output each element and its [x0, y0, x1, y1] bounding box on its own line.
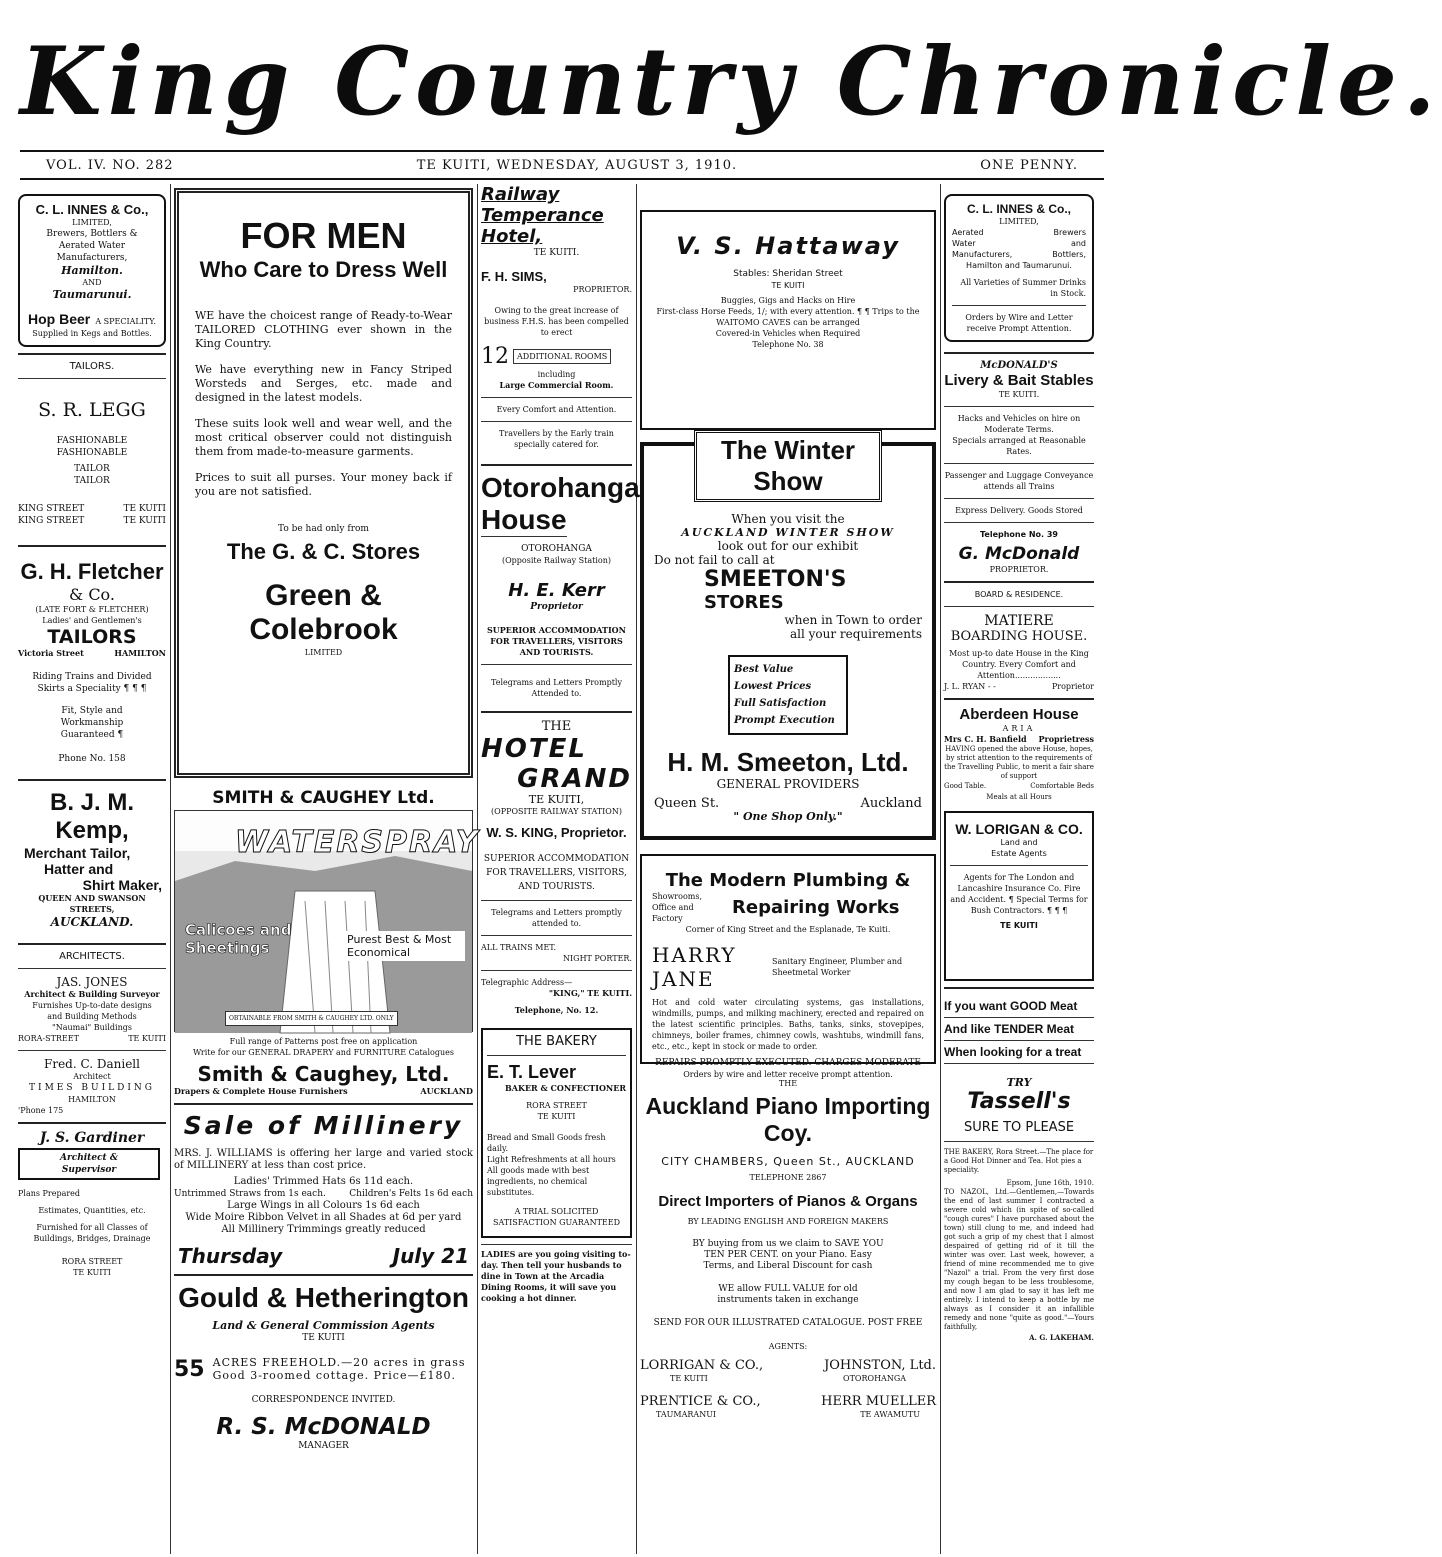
mcdonald-line: Passenger and Luggage Conveyance attends all Trains: [944, 471, 1094, 491]
column-1: [18, 184, 166, 1554]
grand-telegrams: Telegrams and Letters promptly attended to.: [491, 908, 622, 928]
legg-street: KING STREET: [18, 504, 85, 514]
plumbing-repairs: REPAIRS PROMPTLY EXECUTED. CHARGES MODERATE: [655, 1058, 921, 1068]
mcdonald-town: TE KUITI.: [998, 390, 1040, 399]
innes2-orders: Orders by Wire and Letter receive Prompt Attention.: [965, 313, 1073, 333]
lorigan-name: W. LORIGAN & CO.: [955, 821, 1083, 837]
grand-town: TE KUITI,: [528, 793, 585, 806]
nazol-signature: A. G. LAKEHAM.: [1029, 1333, 1094, 1342]
column-5: [944, 184, 1094, 1554]
mcdonald-ad: [944, 360, 1094, 575]
kemp-line: Merchant Tailor,: [24, 845, 131, 861]
lorigan-para: Agents for The London and Lancashire Insurance Co. Fire and Accident. ¶ Special Terms for Bush Contractors. ¶ ¶ ¶: [950, 873, 1088, 915]
agent-name: LORRIGAN & CO.,: [640, 1358, 764, 1373]
railway-every: Every Comfort and Attention.: [496, 405, 617, 414]
innes-trade2: Aerated Water Manufacturers,: [56, 241, 128, 263]
piano-name: Auckland Piano Importing Coy.: [645, 1093, 931, 1146]
daniell-ad: [18, 1057, 166, 1116]
winter-line: Do not fail to call at: [654, 553, 775, 567]
gould-correspondence: CORRESPONDENCE INVITED.: [251, 1395, 396, 1405]
innes-ad-2: [944, 194, 1094, 342]
for-men-para: These suits look well and wear well, and the most critical observer could not distinguish them from made-to-measure garments.: [195, 417, 452, 458]
for-men-para: WE have the choicest range of Ready-to-Wear TAILORED CLOTHING ever shown in the King Country.: [195, 309, 452, 350]
grand-owner: W. S. KING, Proprietor.: [486, 825, 627, 840]
grand-address: Telegraphic Address—: [481, 978, 573, 987]
agent-town: TAUMARANUI: [656, 1410, 717, 1419]
fletcher-line: Skirts a Speciality ¶ ¶ ¶: [37, 684, 147, 694]
railway-large: Large Commercial Room.: [499, 380, 614, 390]
column-rule: [636, 184, 637, 1554]
fletcher-ladies: Ladies' and Gentlemen's: [42, 616, 142, 625]
fletcher-co: & Co.: [68, 585, 115, 604]
meat-line: When looking for a treat: [944, 1041, 1094, 1064]
waterspray-illustration: [174, 810, 480, 1032]
bakery-trial: A TRIAL SOLICITED: [514, 1207, 599, 1216]
agent-name: JOHNSTON, Ltd.: [824, 1358, 936, 1373]
place-date: TE KUITI, WEDNESDAY, AUGUST 3, 1910.: [416, 157, 738, 173]
piano-the: THE: [778, 1079, 798, 1088]
mcdonald-line: Specials arranged at Reasonable Rates.: [952, 436, 1086, 456]
gardiner-ad: [18, 1130, 166, 1278]
hattaway-line: WAITOMO CAVES can be arranged: [716, 318, 860, 327]
millinery-line: Children's Felts 1s 6d each: [349, 1189, 473, 1199]
piano-makers: BY LEADING ENGLISH AND FOREIGN MAKERS: [687, 1217, 889, 1226]
innes-ltd: LIMITED,: [72, 218, 112, 227]
mcdonald-name: McDONALD'S: [980, 360, 1058, 371]
railway-rooms: ADDITIONAL ROOMS: [513, 349, 611, 364]
for-men-subheading: Who Care to Dress Well: [199, 257, 448, 282]
millinery-line: Untrimmed Straws from 1s each.: [174, 1189, 326, 1199]
railway-town: TE KUITI.: [533, 248, 580, 258]
waterspray-title: WATERSPRAY: [235, 825, 480, 860]
hop-beer: Hop Beer: [27, 311, 91, 327]
dateline: [20, 150, 1104, 180]
gould-name: Gould & Hetherington: [178, 1282, 469, 1313]
for-men-heading: FOR MEN: [240, 215, 407, 256]
kemp-line: Shirt Maker,: [82, 877, 162, 893]
gould-acres: ACRES FREEHOLD.—20 acres in grass Good 3-roomed cottage. Price—£180.: [212, 1356, 466, 1382]
aberdeen-beds: Comfortable Beds: [1030, 782, 1094, 790]
section-head-architects: ARCHITECTS.: [59, 951, 125, 962]
grand-h1: HOTEL: [481, 734, 587, 764]
plumbing-para: Hot and cold water circulating systems, gas installations, windmills, pumps, and milking machinery, erected and repaired on the latest scientific principles. Baths, tanks, sinks, stovepipes, chimneys, boiler frames, chimney cowls, washtubs, windmill fans, etc., etc., kept in stock or made to order.: [652, 998, 924, 1051]
jones-line: Furnishes Up-to-date designs: [32, 1001, 152, 1010]
daniell-town: HAMILTON: [68, 1095, 116, 1104]
tassells-sure: SURE TO PLEASE: [963, 1120, 1075, 1135]
gould-town: TE KUITI: [302, 1333, 345, 1343]
winter-benefit: Lowest Prices: [734, 681, 812, 692]
bakery-name: E. T. Lever: [487, 1062, 577, 1082]
plumbing-orders: Orders by wire and letter receive prompt attention.: [683, 1070, 893, 1079]
ladies-notice: LADIES are you going visiting to-day. Then tell your husbands to dine in Town at the Arcadia Dining Rooms, it will save you cooking a hot dinner.: [481, 1244, 632, 1304]
innes2-word: Manufacturers,: [952, 250, 1013, 259]
hattaway-line: First-class Horse Feeds, 1/; with every attention. ¶ ¶ Trips to the: [656, 307, 920, 316]
bakery-ad: [481, 1028, 632, 1238]
millinery-line: Ladies' Trimmed Hats 6s 11d each.: [233, 1176, 414, 1187]
innes2-word: and: [1070, 239, 1086, 248]
legg-line: TAILOR: [74, 476, 110, 486]
hattaway-ad: [640, 210, 936, 430]
winter-benefit: Prompt Execution: [734, 715, 835, 726]
fletcher-line: Fit, Style and: [61, 706, 123, 716]
hotel-grand-ad: [481, 719, 632, 1016]
gc-ltd: LIMITED: [304, 648, 343, 657]
grand-opp: (OPPOSITE RAILWAY STATION): [491, 807, 622, 816]
bakery-title: BAKER & CONFECTIONER: [505, 1083, 626, 1093]
meat-line: If you want GOOD Meat: [944, 995, 1094, 1018]
innes-trade: Brewers, Bottlers &: [46, 229, 138, 239]
lorigan-ad: [944, 811, 1094, 981]
innes-and: AND: [82, 278, 102, 287]
jones-name: JAS. JONES: [56, 975, 128, 989]
bakery-satisfaction: SATISFACTION GUARANTEED: [492, 1218, 621, 1227]
daniell-building: TIMES BUILDING: [29, 1083, 155, 1093]
fletcher-late: (LATE FORT & FLETCHER): [35, 605, 149, 614]
jones-title: Architect & Building Surveyor: [24, 989, 160, 999]
mcdonald-owner: G. McDonald: [958, 544, 1080, 564]
gardiner-line: Furnished for all Classes of: [36, 1223, 148, 1232]
matiere-prop: Proprietor: [1051, 682, 1094, 691]
fletcher-line: Riding Trains and Divided: [32, 672, 152, 682]
fletcher-line: Workmanship: [60, 718, 124, 728]
purest-label: Purest Best & Most Economical: [345, 931, 465, 961]
hattaway-town: TE KUITI: [771, 281, 805, 290]
gardiner-line: Plans Prepared: [18, 1189, 81, 1198]
innes2-word: Brewers: [1053, 228, 1086, 237]
gc-stores: The G. & C. Stores: [226, 539, 421, 564]
green-colebrook: Green & Colebrook: [249, 579, 398, 646]
for-men-ad: [174, 188, 473, 778]
aberdeen-ad: [944, 706, 1094, 803]
kemp-name: B. J. M. Kemp,: [49, 789, 134, 844]
fletcher-town: HAMILTON: [114, 648, 166, 658]
hattaway-name: V. S. Hattaway: [676, 232, 900, 260]
jones-town: TE KUITI: [128, 1034, 166, 1043]
for-men-had: To be had only from: [278, 524, 369, 534]
nazol-letter: TO NAZOL, Ltd.—Gentlemen,—Towards the end of last summer I contracted a severe cold which (in spite of so-called "cough cures" I have purchased about the town) still clung to me, and indeed had got such a grip of my chest that I almost despaired of getting rid of it till the winter was over. Last week, however, a friend of mine recommended me to give "Nazol" a trial. From the very first dose my cough began to be less troublesome, and now I am glad to say it has left me entirely. I intend to keep a bottle by me always as I consider it an infallible remedy and none "quite as good."—Yours faithfully,: [944, 1188, 1094, 1331]
millinery-para: MRS. J. WILLIAMS is offering her large and varied stock of MILLINERY at less than cost price.: [174, 1148, 473, 1171]
mcdonald-phone: Telephone No. 39: [980, 530, 1058, 539]
innes-kegs: Supplied in Kegs and Bottles.: [32, 329, 152, 338]
millinery-day: Thursday: [178, 1244, 283, 1268]
aberdeen-prop: Proprietress: [1038, 734, 1094, 744]
legg-line: FASHIONABLE: [56, 436, 128, 446]
millinery-date: July 21: [392, 1244, 469, 1268]
meat-try: TRY: [1006, 1076, 1032, 1089]
column-2: [174, 184, 480, 1554]
railway-h2: Temperance: [481, 205, 604, 226]
legg-street: KING STREET: [18, 516, 85, 526]
column-rule: [170, 184, 171, 1554]
piano-telephone: TELEPHONE 2867: [749, 1173, 827, 1182]
mcdonald-line: Hacks and Vehicles on hire on Moderate Terms.: [957, 414, 1081, 434]
hattaway-stables: Stables: Sheridan Street: [733, 269, 843, 279]
aberdeen-name: Aberdeen House: [959, 706, 1079, 723]
bakery-town: TE KUITI: [537, 1112, 576, 1121]
bakery-line: Bread and Small Goods fresh daily.: [487, 1133, 606, 1153]
matiere-ad: [944, 613, 1094, 692]
innes2-ltd: LIMITED,: [999, 217, 1039, 226]
millinery-line: Large Wings in all Colours 1s 6d each: [227, 1200, 420, 1211]
winter-line: when in Town to order: [784, 613, 922, 627]
winter-benefit: Full Satisfaction: [734, 698, 827, 709]
legg-town: TE KUITI: [123, 516, 166, 526]
piano-para: WE allow FULL VALUE for old instruments taken in exchange: [717, 1284, 859, 1305]
legg-line: TAILOR: [74, 464, 110, 474]
fletcher-street: Victoria Street: [18, 648, 84, 658]
winter-line: all your requirements: [789, 627, 922, 641]
matiere-h1: MATIERE: [984, 613, 1054, 629]
daniell-phone: 'Phone 175: [18, 1106, 64, 1115]
plumbing-showrooms: Showrooms, Office and Factory: [652, 892, 702, 923]
otoro-prop: Proprietor: [530, 602, 583, 612]
tassells-name: Tassell's: [967, 1089, 1071, 1114]
gardiner-name: J. S. Gardiner: [39, 1130, 145, 1146]
smith-drapers: Drapers & Complete House Furnishers: [174, 1086, 348, 1096]
millinery-line: Wide Moire Ribbon Velvet in all Shades at 6d per yard: [185, 1212, 462, 1223]
nazol-date: Epsom, June 16th, 1910.: [1006, 1179, 1094, 1187]
volume-number: VOL. IV. NO. 282: [46, 157, 174, 173]
plumbing-h1: The Modern Plumbing &: [665, 870, 911, 891]
smeeton-name: H. M. Smeeton, Ltd.: [667, 747, 909, 777]
lorigan-title: Land and: [1000, 838, 1038, 847]
bakery-street: RORA STREET: [526, 1101, 587, 1110]
kemp-ad: [18, 789, 166, 929]
hattaway-line: Buggies, Gigs and Hacks on Hire: [720, 296, 856, 305]
grand-superior: SUPERIOR ACCOMMODATION FOR TRAVELLERS, VISITORS, AND TOURISTS.: [483, 854, 630, 892]
smith-name: Smith & Caughey, Ltd.: [197, 1062, 450, 1086]
plumbing-corner: Corner of King Street and the Esplanade, Te Kuiti.: [685, 925, 891, 934]
otorohanga-ad: [481, 472, 640, 699]
otoro-town: OTOROHANGA: [521, 544, 592, 554]
gardiner-street: RORA STREET: [61, 1257, 123, 1266]
innes-town2: Taumarunui.: [52, 288, 132, 301]
smith-town: AUCKLAND: [420, 1086, 473, 1096]
calicoes-label: Calicoes and Sheetings: [185, 921, 292, 957]
mcdonald-head: Livery & Bait Stables: [944, 372, 1094, 389]
bakery-line: Light Refreshments at all hours: [487, 1155, 616, 1164]
millinery-heading: Sale of Millinery: [183, 1111, 464, 1140]
grand-h2: GRAND: [517, 764, 632, 794]
agent-name: HERR MUELLER: [821, 1394, 936, 1409]
smith-line: Write for our GENERAL DRAPERY and FURNITURE Catalogues: [193, 1048, 454, 1057]
aberdeen-town: ARIA: [1002, 724, 1036, 733]
column-rule: [940, 184, 941, 1554]
hattaway-line: Covered-in Vehicles when Required: [715, 329, 861, 338]
fletcher-tailors: TAILORS: [47, 626, 137, 648]
masthead: King Country Chronicle.: [20, 27, 1442, 137]
hattaway-phone: Telephone No. 38: [752, 340, 824, 349]
piano-city: CITY CHAMBERS, Queen St., AUCKLAND: [661, 1155, 915, 1168]
grand-phone: Telephone, No. 12.: [514, 1005, 599, 1015]
legg-town: TE KUITI: [123, 504, 166, 514]
fletcher-phone: Phone No. 158: [58, 754, 126, 764]
column-4: [640, 184, 936, 1554]
daniell-title: Architect: [73, 1072, 111, 1081]
plumbing-title: Sanitary Engineer, Plumber and Sheetmetal Worker: [771, 957, 903, 977]
column-3: [481, 184, 640, 1554]
aberdeen-table: Good Table.: [944, 782, 987, 790]
winter-show-name: AUCKLAND WINTER SHOW: [681, 526, 895, 539]
agent-town: TE AWAMUTU: [860, 1410, 920, 1419]
railway-owner: F. H. SIMS,: [481, 269, 547, 284]
matiere-owner: J. L. RYAN - -: [944, 682, 996, 691]
gould-title: Land & General Commission Agents: [212, 1319, 435, 1332]
winter-show-ad: [640, 435, 936, 840]
railway-h3: Hotel,: [481, 226, 543, 247]
gardiner-title: Architect &: [60, 1153, 118, 1163]
meat-line: And like TENDER Meat: [944, 1018, 1094, 1041]
obtainable-label: OBTAINABLE FROM SMITH & CAUGHEY LTD. ONLY: [225, 1011, 398, 1026]
matiere-h2: BOARDING HOUSE.: [950, 629, 1088, 644]
jones-ad: [18, 975, 166, 1044]
aberdeen-para: HAVING opened the above House, hopes, by strict attention to the requirements of the Travelling Public, to merit a fair share of support: [944, 745, 1094, 780]
legg-ad: [18, 399, 166, 527]
smeeton-town: Auckland: [860, 796, 922, 811]
otoro-superior: SUPERIOR ACCOMMODATION FOR TRAVELLERS, VISITORS AND TOURISTS.: [487, 625, 626, 657]
smeeton-shop: " One Shop Only.": [733, 810, 843, 823]
railway-h1: Railway: [481, 184, 560, 205]
smeetons-stores: STORES: [704, 592, 784, 613]
lorigan-title: Estate Agents: [991, 849, 1047, 858]
railway-hotel-ad: [481, 184, 632, 450]
piano-agents: AGENTS:: [768, 1342, 808, 1351]
price: ONE PENNY.: [980, 157, 1078, 173]
plumbing-h2: Repairing Works: [732, 897, 900, 918]
gould-manager: R. S. McDONALD: [216, 1414, 431, 1440]
piano-para: BY buying from us we claim to SAVE YOU TEN PER CENT. on your Piano. Easy Terms, and Liberal Discount for cash: [692, 1239, 884, 1271]
kemp-address: QUEEN AND SWANSON STREETS,: [38, 893, 146, 914]
innes2-word: Bottlers,: [1052, 250, 1086, 259]
piano-direct: Direct Importers of Pianos & Organs: [658, 1193, 918, 1210]
kemp-line: Hatter and: [44, 861, 114, 877]
gardiner-title: Supervisor: [61, 1165, 117, 1175]
railway-travellers: Travellers by the Early train specially catered for.: [499, 429, 614, 449]
daniell-name: Fred. C. Daniell: [44, 1057, 140, 1071]
otoro-owner: H. E. Kerr: [508, 580, 605, 601]
grand-all-trains: ALL TRAINS MET.: [481, 943, 556, 952]
smith-heading: SMITH & CAUGHEY Ltd.: [212, 788, 435, 808]
otoro-telegrams: Telegrams and Letters Promptly Attended to.: [491, 678, 622, 698]
railway-num: 12: [481, 344, 509, 369]
fletcher-line: Guaranteed ¶: [60, 730, 124, 740]
innes2-towns: Hamilton and Taumarunui.: [966, 261, 1072, 270]
agent-town: OTOROHANGA: [843, 1374, 906, 1383]
gardiner-line: Buildings, Bridges, Drainage: [33, 1234, 151, 1243]
for-men-para: Prices to suit all purses. Your money back if you are not satisfied.: [195, 471, 452, 498]
bakery-line: All goods made with best ingredients, no chemical substitutes.: [487, 1166, 590, 1197]
mcdonald-prop: PROPRIETOR.: [989, 565, 1049, 574]
smeeton-general: GENERAL PROVIDERS: [716, 777, 860, 791]
innes-ad: [18, 194, 166, 347]
matiere-para: Most up-to date House in the King Country. Every Comfort and Attention..................: [949, 649, 1089, 680]
innes-name: C. L. INNES & Co.,: [35, 202, 149, 217]
otoro-h1: Otorohanga: [481, 472, 640, 503]
column-rule: [477, 184, 478, 1554]
winter-benefit: Best Value: [734, 664, 794, 675]
smeetons-name: SMEETON'S: [704, 567, 847, 592]
bakery-notice: THE BAKERY, Rora Street.—The place for a Good Hot Dinner and Tea. Hot pies a speciality.: [944, 1148, 1094, 1174]
innes-spec: A SPECIALITY.: [95, 317, 156, 326]
railway-para: Owing to the great increase of business F.H.S. has been compelled to erect: [484, 306, 629, 337]
piano-send: SEND FOR OUR ILLUSTRATED CATALOGUE. POST FREE: [653, 1318, 923, 1328]
millinery-line: All Millinery Trimmings greatly reduced: [221, 1224, 426, 1235]
for-men-para: We have everything new in Fancy Striped Worsteds and Serges, etc. made and designed in the latest models.: [195, 363, 452, 404]
agent-name: PRENTICE & CO.,: [640, 1394, 761, 1409]
jones-building: "Naumai" Buildings: [52, 1023, 132, 1032]
aberdeen-owner: Mrs C. H. Banfield: [944, 734, 1027, 744]
jones-street: RORA-STREET: [18, 1034, 79, 1043]
mcdonald-line: Express Delivery. Goods Stored: [955, 506, 1083, 515]
aberdeen-meals: Meals at all Hours: [986, 793, 1052, 801]
plumbing-name: HARRY JANE: [652, 943, 737, 991]
plumbing-ad: [640, 854, 936, 1079]
railway-including: including: [537, 370, 576, 379]
innes2-varieties: All Varieties of Summer Drinks in Stock.: [960, 278, 1086, 298]
winter-line: When you visit the: [731, 512, 845, 526]
grand-the: THE: [541, 719, 572, 734]
legg-name: S. R. LEGG: [38, 399, 146, 421]
agent-town: TE KUITI: [670, 1374, 708, 1383]
fletcher-name: G. H. Fletcher: [20, 559, 164, 584]
fletcher-ad: [18, 559, 166, 765]
grand-night: NIGHT PORTER.: [563, 954, 632, 963]
smeeton-street: Queen St.: [654, 796, 720, 811]
gould-manager-title: MANAGER: [298, 1441, 349, 1451]
winter-line: look out for our exhibit: [717, 539, 859, 553]
lorigan-town: TE KUITI: [1000, 921, 1038, 930]
kemp-town: AUCKLAND.: [50, 915, 134, 929]
otoro-opp: (Opposite Railway Station): [502, 556, 611, 565]
gardiner-town: TE KUITI: [73, 1268, 111, 1277]
bakery-head: THE BAKERY: [516, 1034, 597, 1049]
innes2-word: Water: [952, 239, 976, 248]
innes2-name: C. L. INNES & Co.,: [966, 202, 1071, 216]
gould-number: 55: [174, 1356, 205, 1382]
legg-line: FASHIONABLE: [56, 448, 128, 458]
grand-king: "KING," TE KUITI.: [548, 988, 632, 998]
innes-town1: Hamilton.: [61, 264, 123, 277]
jones-line: and Building Methods: [47, 1012, 137, 1021]
railway-prop: PROPRIETOR.: [573, 285, 632, 294]
gardiner-line: Estimates, Quantities, etc.: [38, 1206, 146, 1215]
smith-line: Full range of Patterns post free on application: [229, 1037, 418, 1046]
winter-head: The Winter Show: [694, 430, 882, 502]
section-head-board: BOARD & RESIDENCE.: [974, 590, 1064, 599]
innes2-word: Aerated: [952, 228, 984, 237]
section-head-tailors: TAILORS.: [69, 361, 115, 372]
otoro-h2: House: [481, 504, 567, 535]
